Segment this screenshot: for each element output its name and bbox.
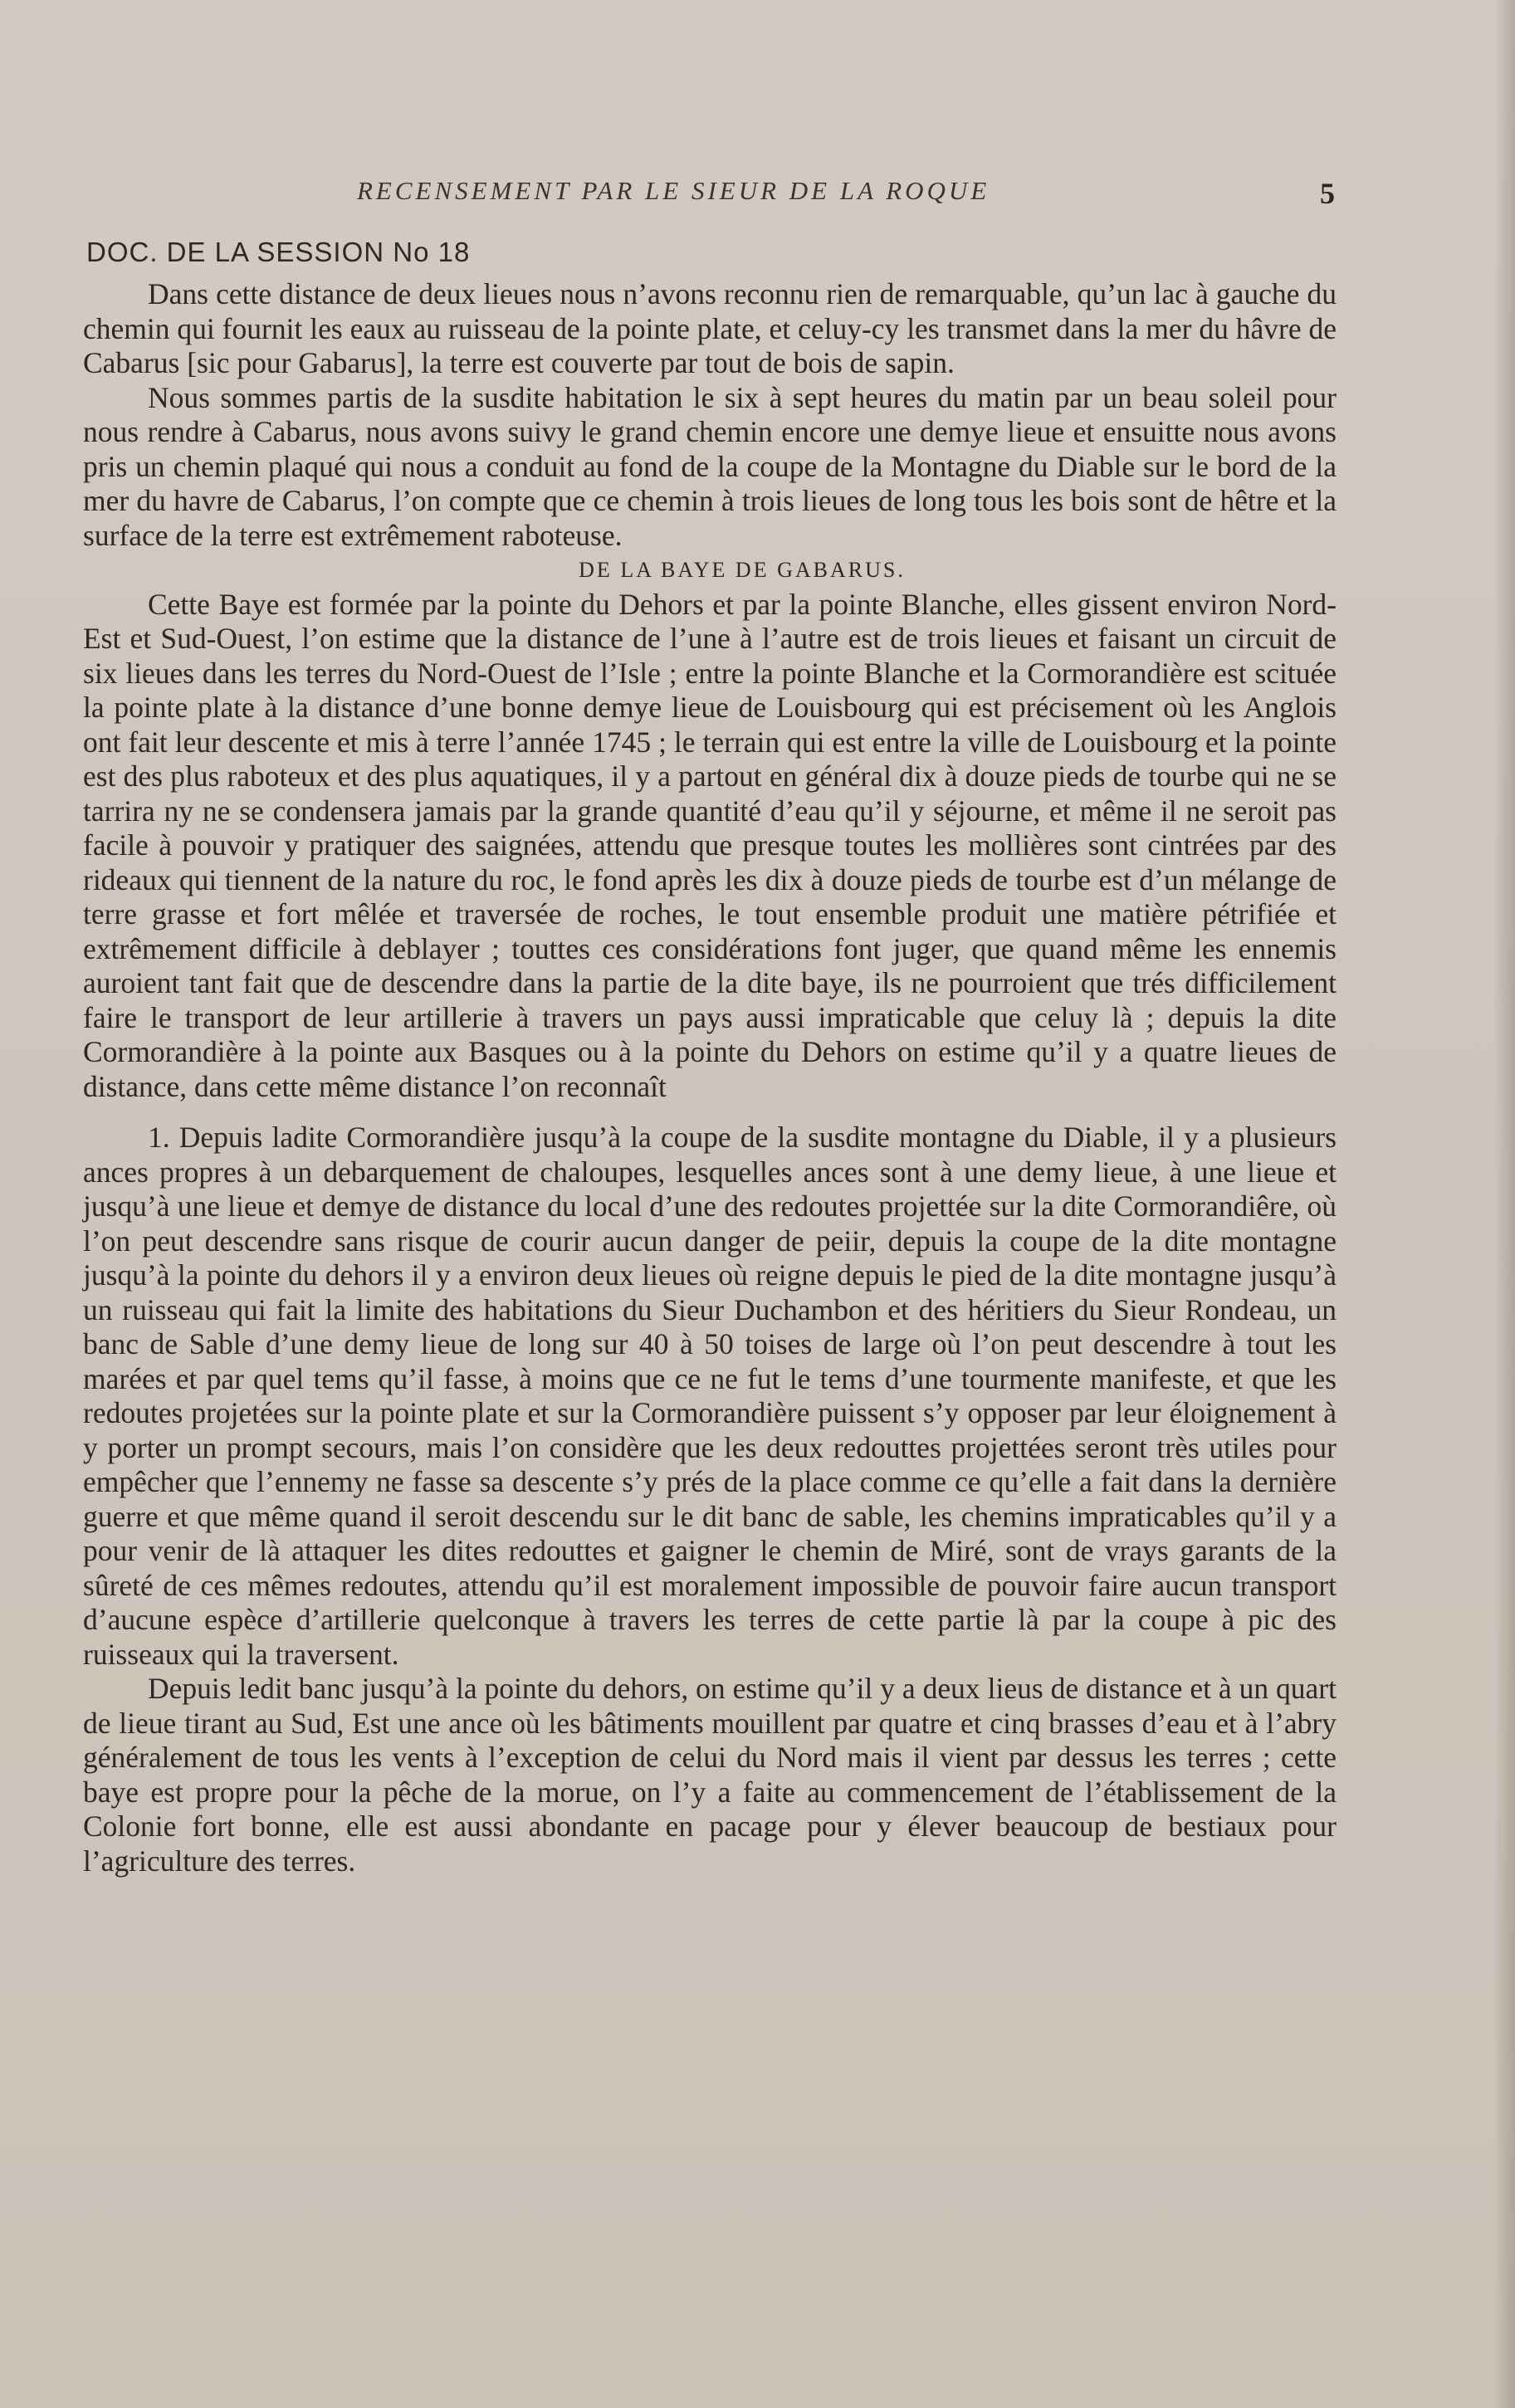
document-body [83,277,1337,1878]
session-label: DOC. DE LA SESSION No 18 [86,237,471,267]
paragraph-gap [83,1104,1337,1121]
running-header-title: RECENSEMENT PAR LE SIEUR DE LA ROQUE [357,176,990,205]
paragraph-numbered-1: 1. Depuis ladite Cormorandière jusqu’à la coupe de la susdite montagne du Diable, il y a plusieurs ances propres à un debarquement de chaloupes, lesquelles ances sont à une demy lieue, à une lieue et jusqu’à une lieue et demye de distance du local d’une des redoutes projettée sur la dite Cormorandiêre, où l’on peut descendre sans risque de courir aucun danger de peiir, depuis la coupe de la dite montagne jusqu’à la pointe du dehors il y a environ deux lieues où reigne depuis le pied de la dite montagne jusqu’à un ruisseau qui fait la limite des habitations du Sieur Duchambon et des héritiers du Sieur Rondeau, un banc de Sable d’une demy lieue de long sur 40 à 50 toises de large où l’on peut descendre à tout les marées et par quel tems qu’il fasse, à moins que ce ne fut le tems d’une tourmente manifeste, et que les redoutes projetées sur la pointe plate et sur la Cormorandière puissent s’y opposer par leur éloignement à y porter un prompt secours, mais l’on considère que les deux redouttes projettées seront très utiles pour empêcher que l’ennemy ne fasse sa descente s’y prés de la place comme ce qu’elle a fait dans la dernière guerre et que même quand il seroit descendu sur le dit banc de sable, les chemins impraticables qu’il y a pour venir de là attaquer les dites redouttes et gaigner le chemin de Miré, sont de vrays garants de la sûreté de ces mêmes redoutes, attendu qu’il est moralement impossible de pouvoir faire aucun transport d’aucune espèce d’artillerie quelconque à travers les terres de cette partie là par la coupe à pic des ruisseaux qui la traversent. [83,1121,1337,1671]
section-heading: DE LA BAYE DE GABARUS. [579,558,906,582]
paragraph-banc-pointe: Depuis ledit banc jusqu’à la pointe du dehors, on estime qu’il y a deux lieus de distance et à un quart de lieue tirant au Sud, Est une ance où les bâtiments mouillent par quatre et cinq brasses d’eau et à l’abry généralement de tous les vents à l’exception de celui du Nord mais il vient par dessus les terres ; cette baye est propre pour la pêche de la morue, on l’y a faite au commencement de l’établissement de la Colonie fort bonne, elle est aussi abondante en pacage pour y élever beaucoup de bestiaux pour l’agriculture des terres. [83,1672,1337,1878]
page-edge-shadow [1493,0,1515,2408]
paragraph-distance: Dans cette distance de deux lieues nous n’avons reconnu rien de remarquable, qu’un lac à gauche du chemin qui fournit les eaux au ruisseau de la pointe plate, et celuy-cy les transmet dans la mer du hâvre de Cabarus [sic pour Gabarus], la terre est couverte par tout de bois de sapin. [83,277,1337,379]
paragraph-baye-description: Cette Baye est formée par la pointe du Dehors et par la pointe Blanche, elles gissent environ Nord-Est et Sud-Ouest, l’on estime que la distance de l’une à l’autre est de trois lieues et faisant un circuit de six lieues dans les terres du Nord-Ouest de l’Isle ; entre la pointe Blanche et la Cormorandière est scituée la pointe plate à la distance d’une bonne demye lieue de Louisbourg qui est précisement où les Anglois ont fait leur descente et mis à terre l’année 1745 ; le terrain qui est entre la ville de Louisbourg et la pointe est des plus raboteux et des plus aquatiques, il y a partout en général dix à douze pieds de tourbe qui ne se tarrira ny ne se condensera jamais par la grande quantité d’eau qu’il y séjourne, et même il ne seroit pas facile à pouvoir y pratiquer des saignées, attendu que presque toutes les mollières sont cintrées par des rideaux qui tiennent de la nature du roc, le fond après les dix à douze pieds de tourbe est d’un mélange de terre grasse et fort mêlée et traversée de roches, le tout ensemble produit une matière pétrifiée et extrêmement difficile à deblayer ; touttes ces considérations font juger, que quand même les ennemis auroient tant fait que de descendre dans la partie de la dite baye, ils ne pourroient que trés difficilement faire le transport de leur artillerie à travers un pays aussi impraticable que celuy là ; depuis la dite Cormorandière à la pointe aux Basques ou à la pointe du Dehors on estime qu’il y a quatre lieues de distance, dans cette même distance l’on reconnaît [83,587,1337,1103]
paragraph-departure: Nous sommes partis de la susdite habitation le six à sept heures du matin par un beau soleil pour nous rendre à Cabarus, nous avons suivy le grand chemin encore une demye lieue et ensuitte nous avons pris un chemin plaqué qui nous a conduit au fond de la coupe de la Montagne du Diable sur le bord de la mer du havre de Cabarus, l’on compte que ce chemin à trois lieues de long tous les bois sont de hêtre et la surface de la terre est extrêmement raboteuse. [83,380,1337,552]
page-number: 5 [1320,177,1335,210]
